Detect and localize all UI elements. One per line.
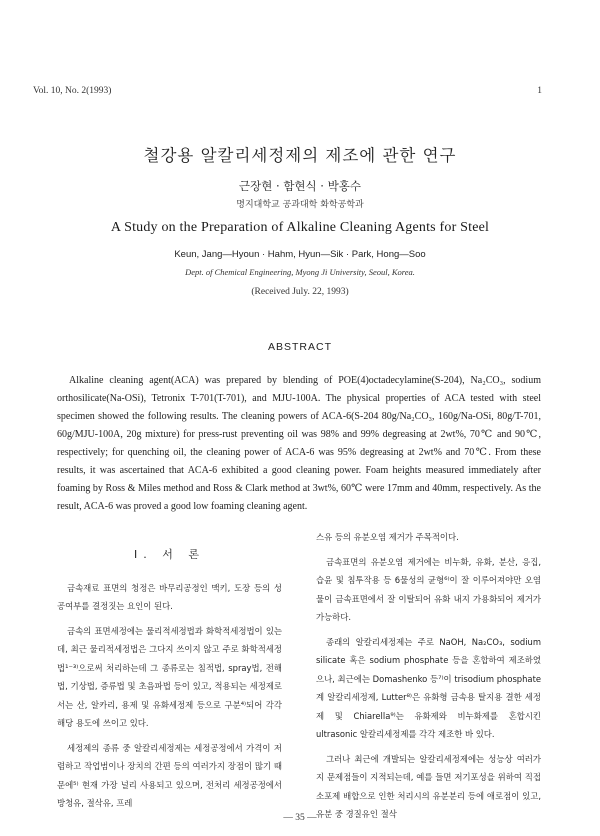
body-paragraph: 금속재료 표면의 청정은 바무리공정인 맥키, 도장 등의 성공여부를 결정짓는 요인이 된다. <box>57 582 282 611</box>
body-paragraph: 스유 등의 유분오염 제거가 주목적이다. <box>316 532 459 542</box>
abstract-text: Alkaline cleaning agent(ACA) was prepared by blending of POE(4)octadecylamine(S-204), Na₂CO₃, sodium orthosilicate(Na-OSi), Tetronix T-701(T-701), and MJU-100A. The physical properties of ACA tested with steel specimen showed the following results. The cleaning powers of ACA-6(S-204 80g/Na₂CO₃, 160g/Na-OSi, 80g/T-701, 60g/MJU-100A, 20g mixture) for press-rust preventing oil was 98% and 99% degreasing at 2wt%, 70℃ and 90℃, respectively; for quenching oil, the cleaning power of ACA-6 was 95% degreasing at 2wt% and 70℃. From these results, it was ascertained that ACA-6 exhibited a good cleaning power. Foam heights measured immediately after foaming by Ross & Miles method and Ross & Clark method at 3wt%, 60℃ were 17mm and 40mm, respectively. As the result, ACA-6 was proved a good low foaming cleaning agent. <box>57 375 541 512</box>
journal-volume: Vol. 10, No. 2(1993) <box>33 86 112 96</box>
title-korean: 철강용 알칼리세정제의 제조에 관한 연구 <box>143 146 457 165</box>
affiliation-korean: 명지대학교 공과대학 화학공학과 <box>236 200 364 210</box>
received-date: (Received July. 22, 1993) <box>251 287 349 297</box>
affiliation-english: Dept. of Chemical Engineering, Myong Ji University, Seoul, Korea. <box>185 267 415 277</box>
section-heading: I. 서 론 <box>134 548 205 561</box>
abstract <box>57 372 541 516</box>
left-column <box>57 538 282 813</box>
footer-page-number: — 35 — <box>283 813 317 823</box>
abstract-heading: ABSTRACT <box>267 341 332 353</box>
authors-korean: 근장현 · 함현식 · 박홍수 <box>239 179 361 193</box>
authors-english: Keun, Jang—Hyoun · Hahm, Hyun—Sik · Park, Hong—Soo <box>174 249 426 260</box>
body-paragraph: 세정제의 종류 중 알칼리세정제는 세정공정에서 가격이 저렴하고 작업범이나 장치의 간편 등의 여러가지 장점이 많기 때문에⁵⁾ 현재 가장 널리 사용되고 있으며, 전처리 세정공정에서 방청유, 절삭유, 프레 <box>57 742 282 808</box>
page-number: 1 <box>537 86 542 96</box>
body-paragraph: 금속의 표면세정에는 물리적세정법과 화학적세정법이 있는데, 최근 물리적세정법은 그다지 쓰이지 않고 주로 화학적세정법¹⁻³⁾으로써 처리하는데 그 종류로는 침적법, spray법, 전해법, 기상법, 증류법 및 초음파법 등이 있고, 적용되는 세정제로서는 산, 알카리, 용제 및 유화세정제 등으로 구분⁴⁾되어 각각 해당 용도에 쓰이고 있다. <box>57 625 282 728</box>
title-english: A Study on the Preparation of Alkaline Cleaning Agents for Steel <box>110 220 490 235</box>
body-paragraph: 종래의 알칼리세정제는 주로 NaOH, Na₂CO₃, sodium silicate 혹은 sodium phosphate 등을 혼합하여 제조하였으나, 최근에는 Domashenko 등⁷⁾이 trisodium phosphate계 알칼리세정제, Lutter⁸⁾은 유화형 금속용 탈지용 결한 세정제 및 Chiarella⁹⁾는 유화제와 비누화제를 혼합시킨 ultrasonic 알칼리세정제를 각각 제조한 바 있다. <box>316 636 541 739</box>
body-paragraph: 그러나 최근에 개발되는 알칼리세정제에는 성능상 여러가지 문제점들이 지적되는데, 예를 들면 저기포성을 위하여 직접 소포제 배합으로 인한 처리시의 유분분리 등에 애로점이 있고, 유분 중 경질유인 절삭 <box>316 753 541 819</box>
body-paragraph: 금속표면의 유분오염 제거에는 비누화, 유화, 분산, 응집, 습윤 및 침투작용 등 6물성의 균형⁶⁾이 잘 이루어져야만 오염물이 금속표면에서 잘 이탈되어 유화 내지 가용화되어 제거가 가능하다. <box>316 556 541 622</box>
right-column <box>316 528 541 824</box>
